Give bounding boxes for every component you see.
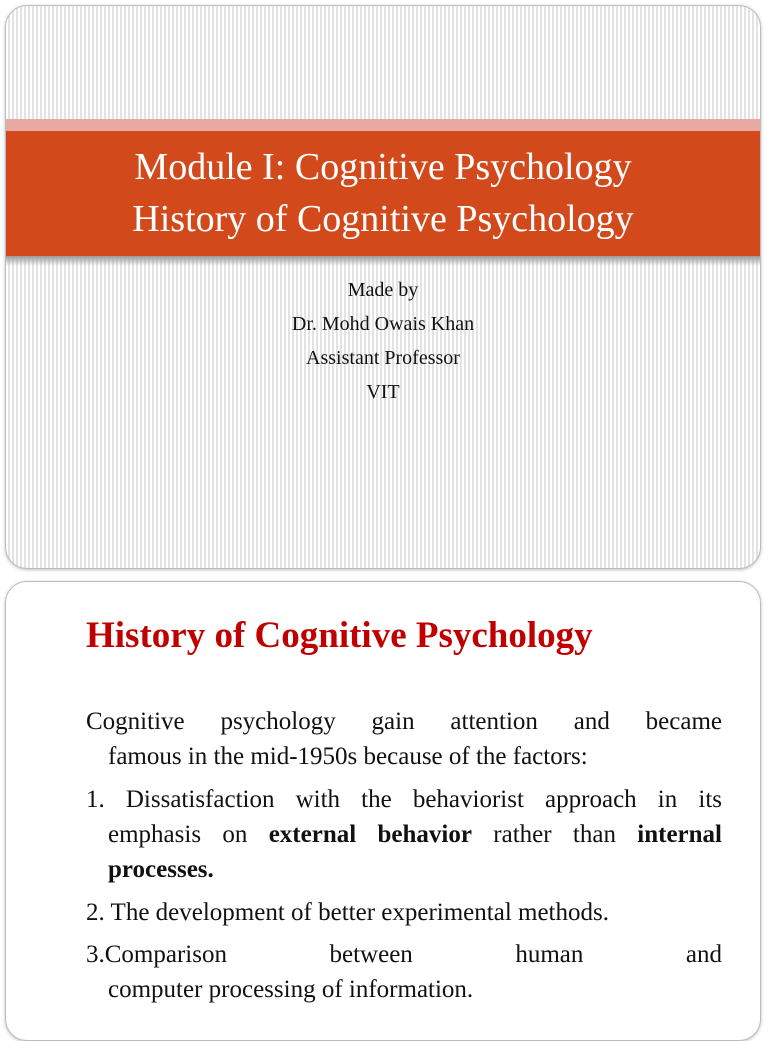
point1-bold-internal-processes: internal processes. [108, 821, 722, 883]
point1-pre-text: emphasis on [108, 821, 269, 848]
author-position: Assistant Professor [306, 347, 460, 369]
title-band-shadow [6, 256, 760, 266]
point1-mid-text: rather than [471, 821, 638, 848]
point3-line2: computer processing of information. [108, 976, 474, 1003]
institution-name: VIT [366, 381, 400, 403]
intro-paragraph [86, 704, 722, 774]
point1-continuation [86, 817, 722, 887]
point1-line1: 1. Dissatisfaction with the behaviorist approach in its [86, 786, 722, 813]
intro-line1: Cognitive psychology gain attention and became [86, 708, 722, 735]
point-1 [86, 782, 722, 887]
slide-title-line2: History of Cognitive Psychology [132, 198, 634, 240]
content-heading: History of Cognitive Psychology [86, 615, 593, 656]
title-slide [5, 5, 761, 569]
point2-text: 2. The development of better experimental methods. [86, 899, 609, 926]
point-2 [86, 895, 722, 930]
point-3 [86, 937, 722, 1007]
content-slide [5, 581, 761, 1041]
point3-line1: 3.Comparison between human and [86, 941, 722, 968]
made-by-label: Made by [347, 279, 419, 301]
intro-line2: famous in the mid-1950s because of the factors: [108, 743, 588, 770]
author-name: Dr. Mohd Owais Khan [291, 313, 475, 335]
title-band-accent [6, 119, 760, 131]
slide-title-line1: Module I: Cognitive Psychology [134, 146, 632, 188]
point1-bold-external-behavior: external behavior [268, 821, 472, 848]
